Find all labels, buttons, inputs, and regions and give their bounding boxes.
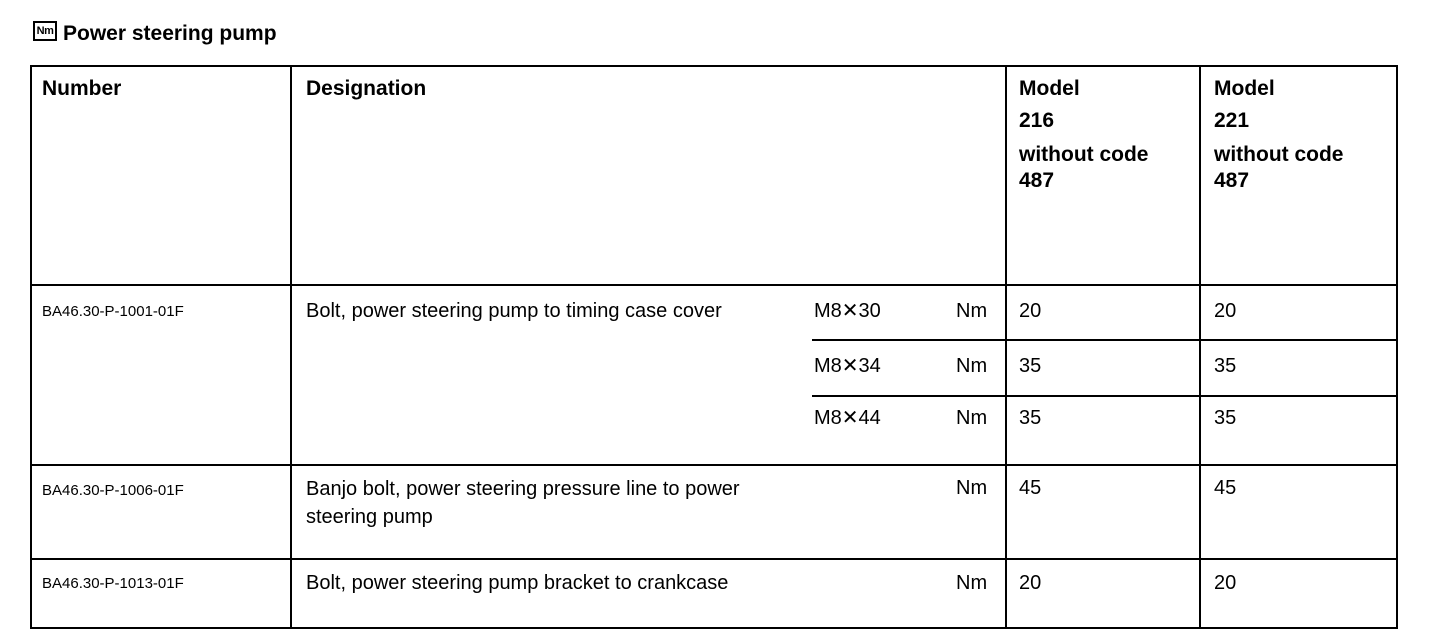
row-sub-divider	[812, 395, 1398, 397]
unit-label: Nm	[956, 355, 988, 377]
header-model-number: 221	[1214, 109, 1250, 132]
header-code-number: 487	[1214, 169, 1250, 192]
page-title	[33, 18, 277, 50]
unit-label: Nm	[956, 407, 988, 429]
column-divider	[1199, 65, 1201, 629]
row-designation: Banjo bolt, power steering pressure line to power steering pump	[306, 478, 740, 528]
torque-value-221: 45	[1214, 477, 1237, 499]
row-designation: Bolt, power steering pump to timing case cover	[306, 300, 722, 322]
bolt-size: M8✕34	[814, 355, 881, 377]
table-border-left	[30, 65, 32, 629]
torque-value-216: 45	[1019, 477, 1042, 499]
row-sub-divider	[812, 339, 1398, 341]
unit-label: Nm	[956, 572, 988, 594]
row-number: BA46.30-P-1013-01F	[42, 575, 184, 592]
torque-value-221: 35	[1214, 407, 1237, 429]
table-border-bottom	[30, 627, 1398, 629]
torque-value-216: 35	[1019, 355, 1042, 377]
column-divider	[290, 65, 292, 629]
table-border-right	[1396, 65, 1398, 629]
torque-value-221: 20	[1214, 572, 1237, 594]
header-model-label: Model	[1019, 77, 1080, 100]
table-border-top	[30, 65, 1398, 67]
torque-value-221: 35	[1214, 355, 1237, 377]
header-code-note: without code	[1019, 143, 1149, 166]
header-designation: Designation	[306, 77, 427, 100]
bolt-size: M8✕44	[814, 407, 881, 429]
row-divider	[30, 464, 1398, 466]
row-divider	[30, 558, 1398, 560]
torque-value-216: 20	[1019, 572, 1042, 594]
unit-label: Nm	[956, 300, 988, 322]
row-designation: Bolt, power steering pump bracket to crankcase	[306, 572, 729, 594]
header-number: Number	[42, 77, 122, 100]
header-code-note: without code	[1214, 143, 1344, 166]
torque-table	[30, 65, 1398, 629]
row-number: BA46.30-P-1001-01F	[42, 303, 184, 320]
torque-value-216: 20	[1019, 300, 1042, 322]
bolt-size: M8✕30	[814, 300, 881, 322]
torque-nm-icon: Nm	[33, 21, 57, 41]
unit-label: Nm	[956, 477, 988, 499]
column-divider	[1005, 65, 1007, 629]
header-code-number: 487	[1019, 169, 1055, 192]
torque-value-216: 35	[1019, 407, 1042, 429]
header-model-number: 216	[1019, 109, 1055, 132]
title-text: Power steering pump	[63, 22, 277, 45]
header-divider	[30, 284, 1398, 286]
torque-value-221: 20	[1214, 300, 1237, 322]
header-model-label: Model	[1214, 77, 1275, 100]
row-number: BA46.30-P-1006-01F	[42, 482, 184, 499]
